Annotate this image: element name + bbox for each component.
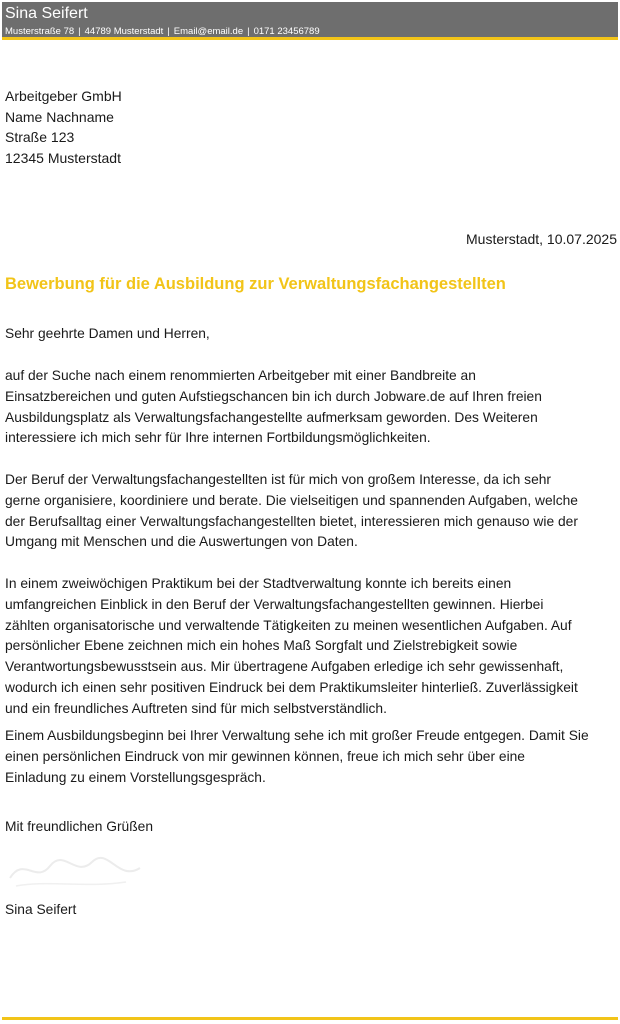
recipient-address-block — [5, 86, 122, 168]
recipient-company: Arbeitgeber GmbH — [5, 88, 122, 104]
salutation-line: Sehr geehrte Damen und Herren, — [5, 326, 210, 341]
separator: | — [247, 26, 250, 37]
letter-date: Musterstadt, 10.07.2025 — [466, 231, 617, 247]
sender-email: Email@email.de — [173, 26, 244, 37]
footer-accent-line — [2, 1017, 618, 1020]
paragraph-line: einen persönlichen Eindruck von mir gewinnen können, freue ich mich sehr über eine — [5, 748, 525, 764]
sender-city: 44789 Musterstadt — [84, 26, 164, 37]
paragraph-line: und ein freundliches Auftreten sind für mich selbstverständlich. — [5, 700, 387, 716]
paragraph-line: auf der Suche nach einem renommierten Arbeitgeber mit einer Bandbreite an — [5, 368, 476, 383]
letter-subject: Bewerbung für die Ausbildung zur Verwaltungsfachangestellten — [5, 275, 506, 293]
signature-image — [6, 848, 146, 892]
paragraph-line: interessiere ich mich sehr für Ihre internen Fortbildungsmöglichkeiten. — [5, 430, 431, 446]
paragraph-line: Ausbildungsplatz als Verwaltungsfachangestellte aufmerksam geworden. Des Weiteren — [5, 409, 538, 425]
letter-header — [2, 2, 618, 40]
recipient-street: Straße 123 — [5, 129, 75, 145]
sender-phone: 0171 23456789 — [253, 26, 320, 37]
paragraph-1 — [5, 366, 617, 449]
separator: | — [78, 26, 81, 37]
recipient-person: Name Nachname — [5, 108, 114, 125]
paragraph-line: Der Beruf der Verwaltungsfachangestellten ist für mich von großem Interesse, da ich sehr — [5, 472, 552, 487]
paragraph-line: gerne organisiere, koordiniere und berate. Die vielseitigen und spannenden Aufgaben, welche — [5, 492, 578, 508]
paragraph-2 — [5, 470, 617, 553]
paragraph-line: der Berufsalltag einer Verwaltungsfachangestellten bietet, interessieren mich genauso wie der — [5, 513, 578, 529]
paragraph-line: Verantwortungsbewusstsein aus. Mir übertragene Aufgaben erledige ich sehr gewissenhaft, — [5, 659, 564, 675]
closing-line: Mit freundlichen Grüßen — [5, 819, 153, 834]
signature-block — [5, 900, 617, 921]
paragraph-line: umfangreichen Einblick in den Beruf der Verwaltungsfachangestellten gewinnen. Hierbei — [5, 596, 544, 612]
paragraph-3 — [5, 574, 617, 720]
paragraph-4 — [5, 726, 617, 788]
paragraph-line: Einladung zu einem Vorstellungsgespräch. — [5, 769, 266, 785]
closing — [5, 817, 617, 838]
paragraph-line: Umgang mit Menschen und die Auswertungen von Daten. — [5, 534, 358, 550]
paragraph-line: In einem zweiwöchigen Praktikum bei der Stadtverwaltung konnte ich bereits einen — [5, 576, 512, 591]
sender-address: Musterstraße 78 — [5, 26, 75, 37]
salutation — [5, 324, 617, 345]
separator: | — [167, 26, 170, 37]
signature-name: Sina Seifert — [5, 902, 77, 917]
sender-name: Sina Seifert — [5, 5, 88, 22]
paragraph-line: zählten organisatorische und verwaltende Tätigkeiten zu meinen wesentlichen Aufgaben. Auf — [5, 617, 572, 633]
recipient-city: 12345 Musterstadt — [5, 149, 121, 166]
paragraph-line: persönlicher Ebene zeichnen mich ein hohes Maß Sorgfalt und Zielstrebigkeit sowie — [5, 638, 518, 654]
sender-contact-line — [5, 26, 320, 38]
paragraph-line: Einem Ausbildungsbeginn bei Ihrer Verwaltung sehe ich mit großer Freude entgegen. Damit Sie — [5, 728, 589, 743]
paragraph-line: Einsatzbereichen und guten Aufstiegschancen bin ich durch Jobware.de auf Ihren freien — [5, 388, 542, 404]
paragraph-line: wodurch ich einen sehr positiven Eindruck bei dem Praktikumsleiter hinterließ. Zuverlässigkeit — [5, 679, 578, 695]
